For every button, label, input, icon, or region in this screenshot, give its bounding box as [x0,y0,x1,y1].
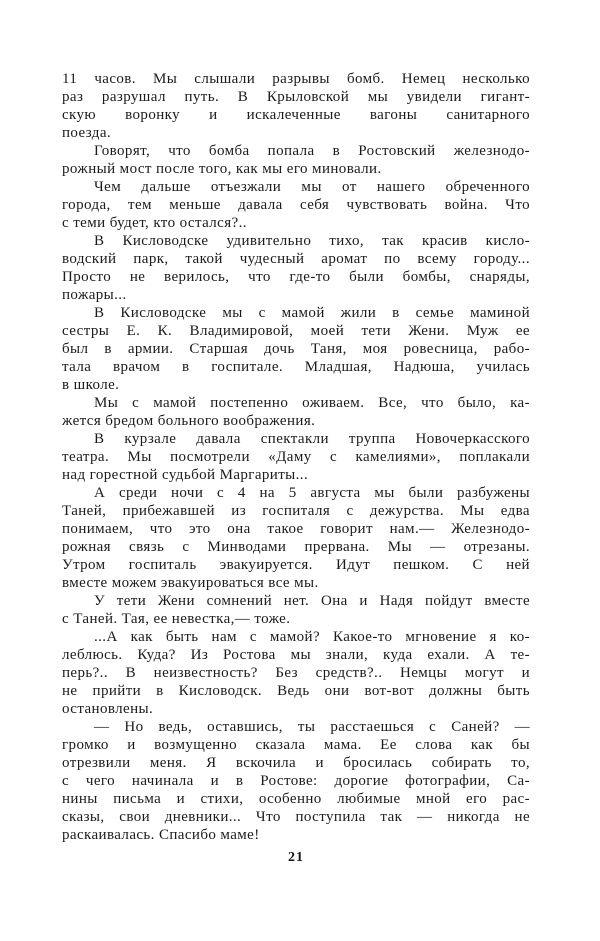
text-line: рожный мост после того, как мы его миновали. [62,161,382,177]
text-line: У тети Жени сомнений нет. Она и Надя пойдут вместе [94,593,530,609]
text-line: — Но ведь, оставшись, ты расстаешься с Саней? — [94,719,530,735]
text-line: 11 часов. Мы слышали разрывы бомб. Немец несколько [62,71,530,87]
text-line: остановлены. [62,701,154,717]
text-line: тала врачом в госпитале. Младшая, Надюша, училась [62,359,530,375]
text-line: Утром госпиталь эвакуируется. Идут пешком. С ней [62,557,530,573]
text-line: ...А как быть нам с мамой? Какое-то мгновение я ко- [94,629,530,645]
text-line: сказы, свои дневники... Что поступила так — никогда не [62,809,530,825]
text-line: скую воронку и искалеченные вагоны санитарного [62,107,530,123]
text-line: вместе можем эвакуироваться все мы. [62,575,319,591]
text-line: перь?.. В неизвестность? Без средств?.. Немцы могут и [62,665,530,681]
text-line: с Таней. Тая, ее невестка,— тоже. [62,611,291,627]
text-line: города, тем меньше давала себя чувствовать война. Что [62,197,530,213]
text-line: громко и возмущенно сказала мама. Ее слова как бы [62,737,530,753]
text-line: В Кисловодске мы с мамой жили в семье маминой [94,305,530,321]
text-line: Таней, прибежавшей из госпиталя с дежурства. Мы едва [62,503,530,519]
text-line: рожная связь с Минводами прервана. Мы — отрезаны. [62,539,530,555]
text-line: не прийти в Кисловодск. Ведь они вот-вот должны быть [62,683,530,699]
text-line: театра. Мы посмотрели «Даму с камелиями», поплакали [62,449,530,465]
text-line: отрезвили меня. Я вскочила и бросилась собирать то, [62,755,530,771]
text-line: в школе. [62,377,120,393]
text-line: раз разрушал путь. В Крыловской мы увидели гигант- [62,89,530,105]
text-line: Просто не верилось, что где-то были бомбы, снаряды, [62,269,530,285]
text-line: был в армии. Старшая дочь Таня, моя ровесница, рабо- [62,341,530,357]
text-line: нины письма и стихи, особенно любимые мной его рас- [62,791,530,807]
text-line: с теми будет, кто остался?.. [62,215,247,231]
text-line: с чего начинала и в Ростове: дорогие фотографии, Са- [62,773,530,789]
text-line: понимаем, что это она такое говорит нам.— Железнодо- [62,521,530,537]
text-line: поезда. [62,125,112,141]
text-line: над горестной судьбой Маргариты... [62,467,309,483]
text-line: водский парк, такой чудесный аромат по всему городу... [62,251,530,267]
text-line: Мы с мамой постепенно оживаем. Все, что было, ка- [94,395,530,411]
text-line: Чем дальше отъезжали мы от нашего обреченного [94,179,530,195]
text-line: А среди ночи с 4 на 5 августа мы были разбужены [94,485,530,501]
page-number: 21 [288,850,304,865]
text-line: Говорят, что бомба попала в Ростовский железнодо- [94,143,530,159]
text-line: раскаивалась. Спасибо маме! [62,827,260,843]
text-line: леблюсь. Куда? Из Ростова мы знали, куда ехали. А те- [62,647,530,663]
text-line: пожары... [62,287,127,303]
text-line: жется бредом больного воображения. [62,413,316,429]
text-line: сестры Е. К. Владимировой, моей тети Жени. Муж ее [62,323,530,339]
text-line: В курзале давала спектакли труппа Новочеркасского [94,431,530,447]
page-text [62,70,530,844]
text-line: В Кисловодске удивительно тихо, так красив кисло- [94,233,530,249]
